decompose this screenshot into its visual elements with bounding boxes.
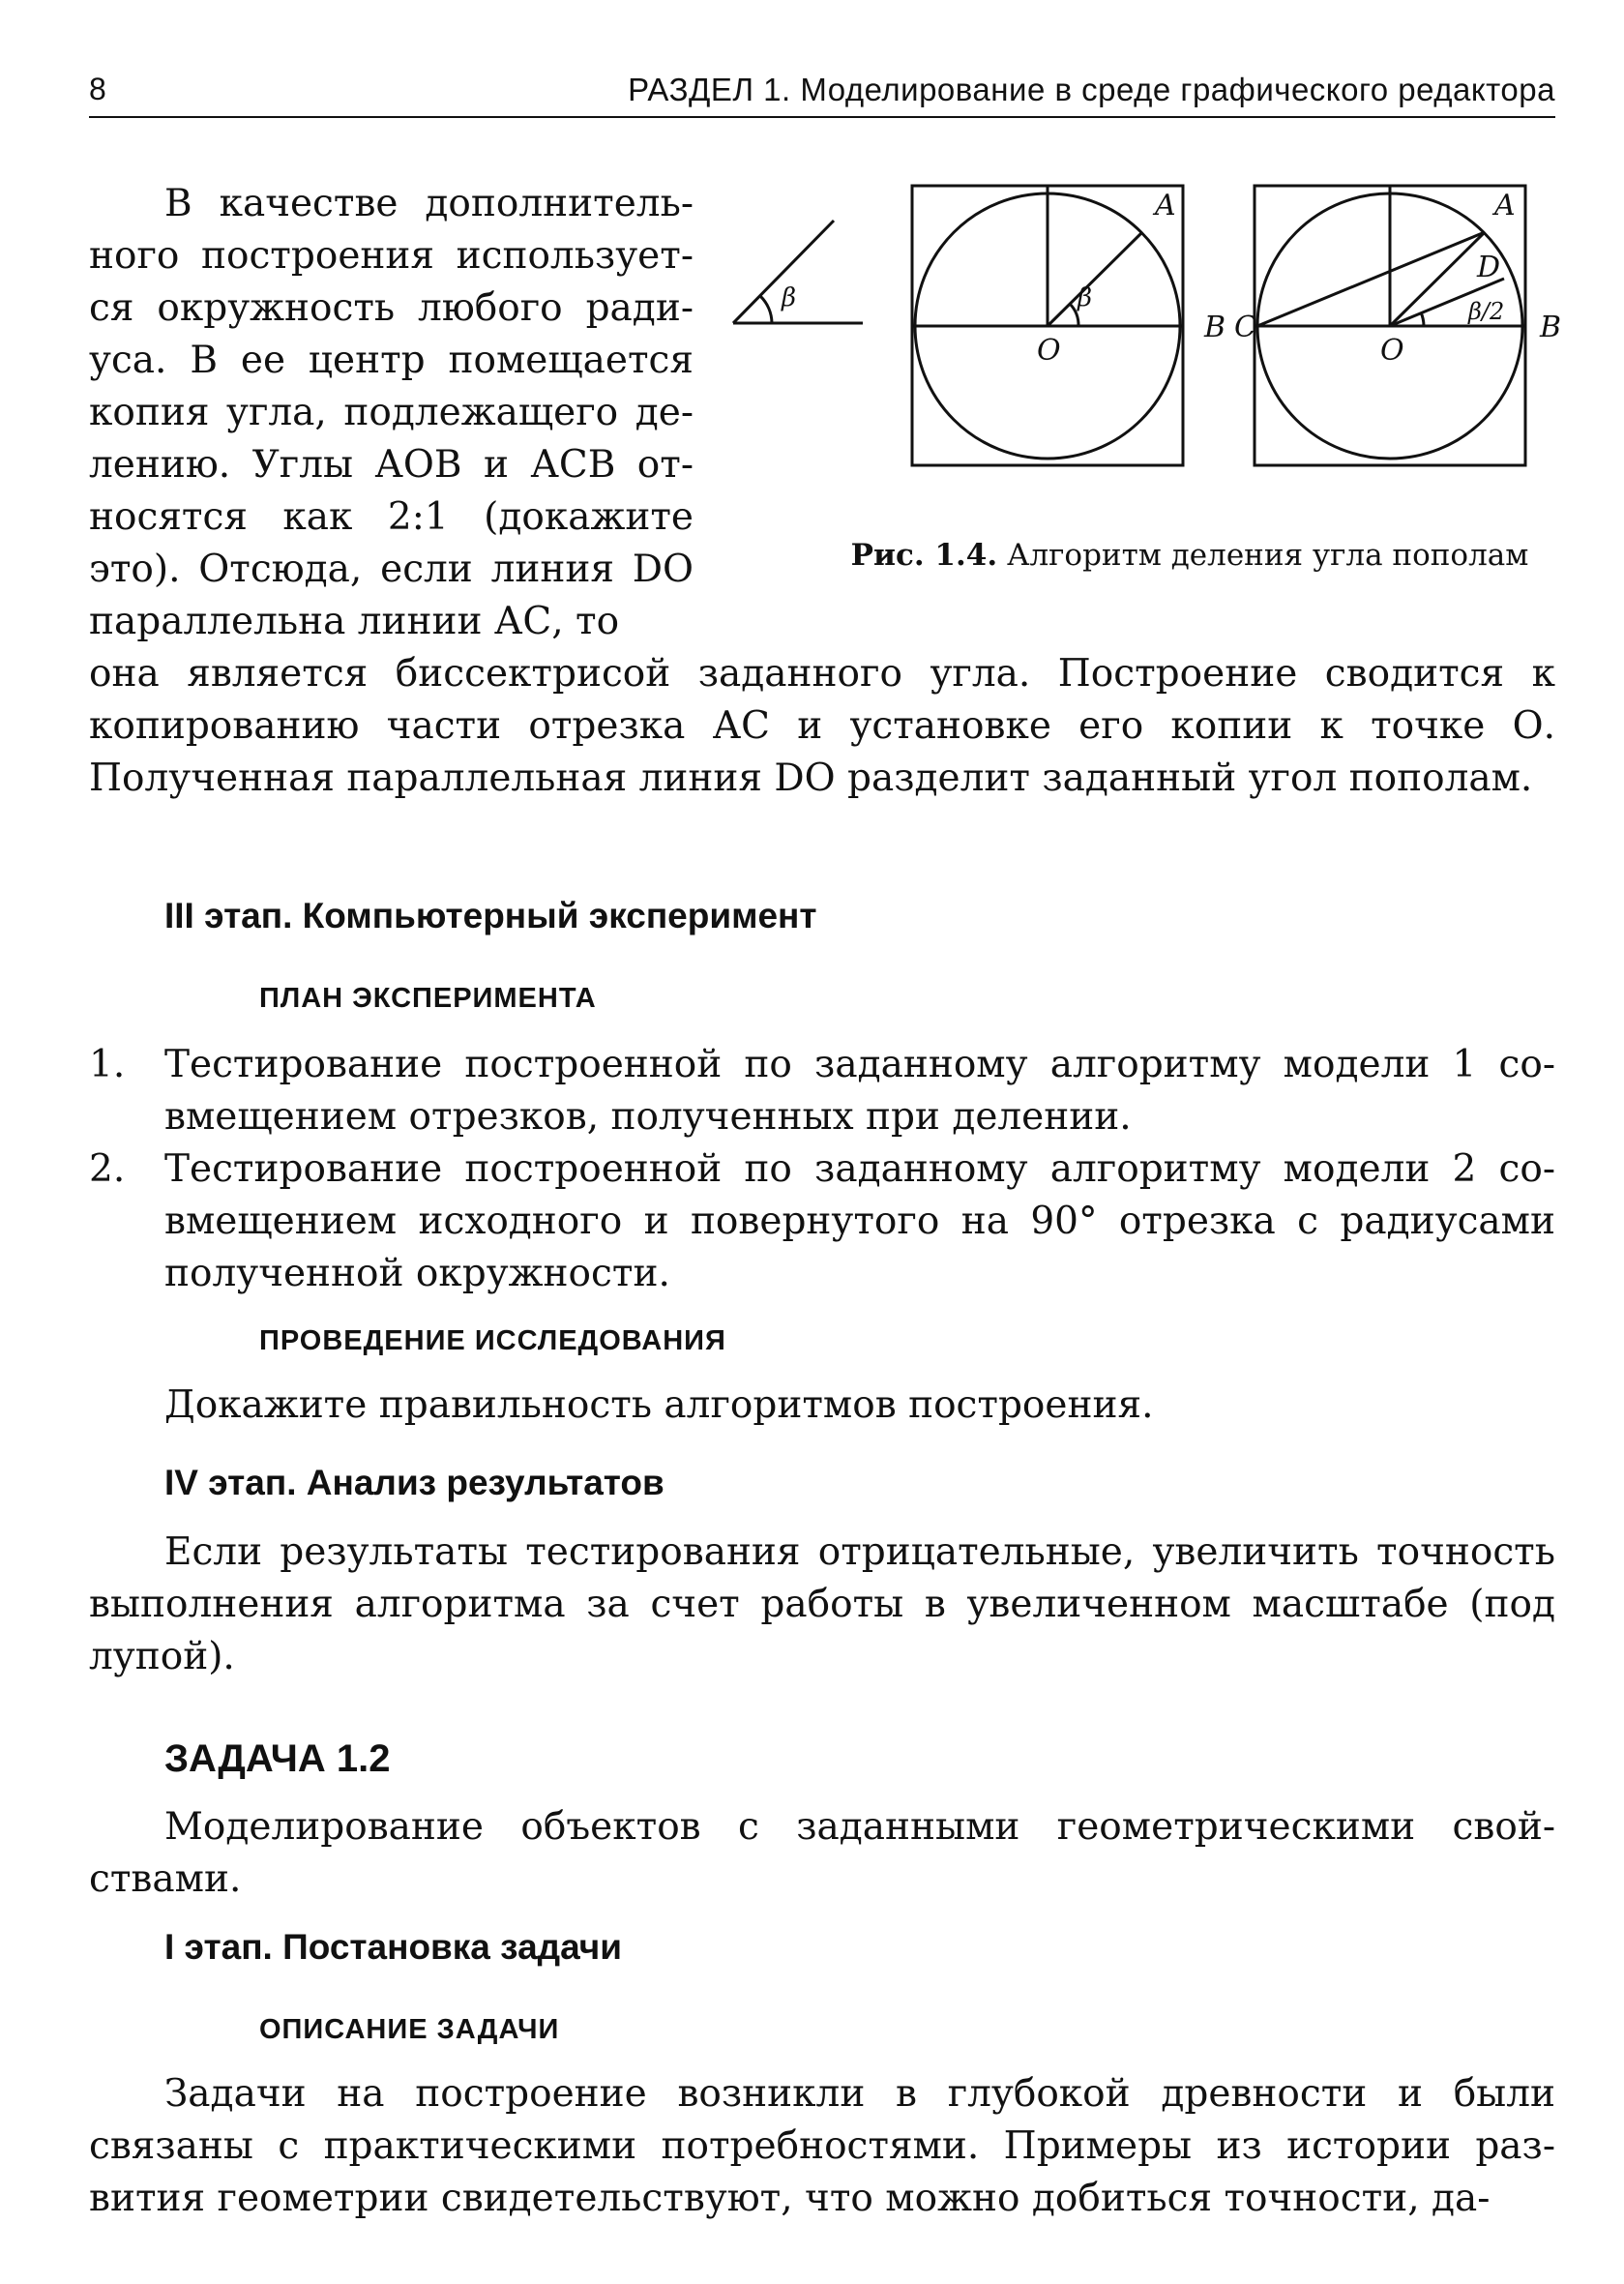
plan-item-text: Тестирование построенной по заданному алгоритму модели 1 совмещением отрезков, полученных при делении. <box>164 1043 1555 1139</box>
plan-item <box>89 1143 1555 1300</box>
label-o-right: O <box>1380 334 1404 368</box>
label-a-left: A <box>1155 189 1176 222</box>
intro-paragraph-continued: она является биссектрисой заданного угла. Построение сводится к копированию части отрезка АС и установке его копии к точке О. Полученная параллельная линия DO разделит заданный угол пополам. <box>89 652 1555 800</box>
plan-item-number: 1. <box>89 1043 126 1086</box>
label-b-right: B <box>1540 311 1562 344</box>
research-text: Докажите правильность алгоритмов построения. <box>164 1383 1154 1427</box>
label-o-left: O <box>1037 334 1061 368</box>
task-1-2-heading: ЗАДАЧА 1.2 <box>164 1737 391 1780</box>
figure-caption <box>832 534 1548 577</box>
label-c-right: C <box>1234 311 1256 344</box>
radius-oa-left <box>1048 232 1142 326</box>
label-beta-left: β <box>1078 283 1093 312</box>
page-number: 8 <box>89 72 106 106</box>
label-beta-angle: β <box>782 283 797 312</box>
angle-arc <box>760 296 772 323</box>
stage4-heading: IV этап. Анализ результатов <box>164 1463 664 1502</box>
chord-ca-right <box>1257 232 1485 326</box>
intro-paragraph-left: В качестве дополнительного построения используется окружность любого радиуса. В ее центр помещается копия угла, подлежащего делению. Углы АОВ и АСВ относятся как 2:1 (докажите это). Отсюда, если линия DO параллельна линии АС, то <box>89 182 694 643</box>
research-heading: ПРОВЕДЕНИЕ ИССЛЕДОВАНИЯ <box>259 1325 726 1356</box>
task-description-heading: ОПИСАНИЕ ЗАДАЧИ <box>259 2014 560 2045</box>
plan-item-text: Тестирование построенной по заданному алгоритму модели 2 совмещением исходного и повернутого на 90° отрезка с радиусами полученной окружности. <box>164 1147 1555 1295</box>
label-b-left: B <box>1204 311 1226 344</box>
stage3-heading: III этап. Компьютерный эксперимент <box>164 896 817 935</box>
plan-heading: ПЛАН ЭКСПЕРИМЕНТА <box>259 983 597 1014</box>
stage1-heading: I этап. Постановка задачи <box>164 1927 623 1967</box>
figure-caption-label: Рис. 1.4. <box>850 538 998 573</box>
plan-item-number: 2. <box>89 1147 126 1191</box>
figure-caption-text: Алгоритм деления угла пополам <box>1007 538 1529 573</box>
running-head: РАЗДЕЛ 1. Моделирование в среде графического редактора <box>628 72 1555 107</box>
angle-bisection-diagram <box>725 174 1562 522</box>
half-beta-arc-right <box>1421 312 1424 326</box>
label-d-right: D <box>1477 251 1501 284</box>
stage1-text: Задачи на построение возникли в глубокой древности и были связаны с практическими потребностями. Примеры из истории развития геометрии свидетельствуют, что можно добиться точности, да- <box>89 2072 1555 2220</box>
page-header <box>89 68 1555 118</box>
stage4-text: Если результаты тестирования отрицательные, увеличить точность выполнения алгоритма за счет работы в увеличенном масштабе (под лупой). <box>89 1530 1555 1678</box>
task-1-2-text: Моделирование объектов с заданными геометрическими свойствами. <box>89 1805 1555 1901</box>
label-a-right: A <box>1494 189 1516 222</box>
label-half-beta-right: β/2 <box>1468 298 1505 325</box>
plan-item <box>89 1039 1555 1143</box>
